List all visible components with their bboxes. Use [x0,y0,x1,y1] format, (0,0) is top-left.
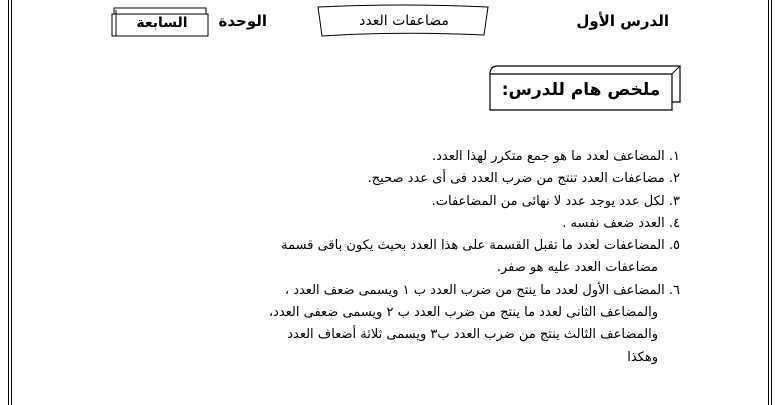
summary-list [80,146,680,369]
unit-value: السابعة [136,15,188,31]
list-item: ٦. المضاعف الأول لعدد ما ينتج من ضرب العدد ب ١ ويسمى ضعف العدد ، [284,282,680,298]
list-item-continuation: والمضاعف الثالث ينتج من ضرب العدد ب٣ ويسمى ثلاثة أضعاف العدد [287,327,658,343]
list-item-continuation: وهكذا [627,349,658,365]
list-item: ٥. المضاعفات لعدد ما تقبل القسمة على هذا العدد بحيث يكون باقى قسمة [281,238,680,254]
list-item: ٤. العدد ضعف نفسه . [562,215,680,231]
list-item: ٢. مضاعفات العدد تنتج من ضرب العدد فى أى عدد صحيح. [367,171,680,187]
list-item: ٣. لكل عدد يوجد عدد لا نهائى من المضاعفات. [431,193,680,209]
lesson-label: الدرس الأول [576,12,669,30]
summary-title: ملخص هام للدرس: [501,80,661,100]
lesson-title: مضاعفات العدد [359,13,449,29]
list-item: ١. المضاعف لعدد ما هو جمع متكرر لهذا العدد. [431,149,680,164]
list-item-continuation: والمضاعف الثانى لعدد ما ينتج من ضرب العدد ب ٢ ويسمى ضعفى العدد، [268,305,658,321]
unit-label: الوحدة [218,12,267,30]
list-item-continuation: مضاعفات العدد عليه هو صفر. [496,260,658,276]
